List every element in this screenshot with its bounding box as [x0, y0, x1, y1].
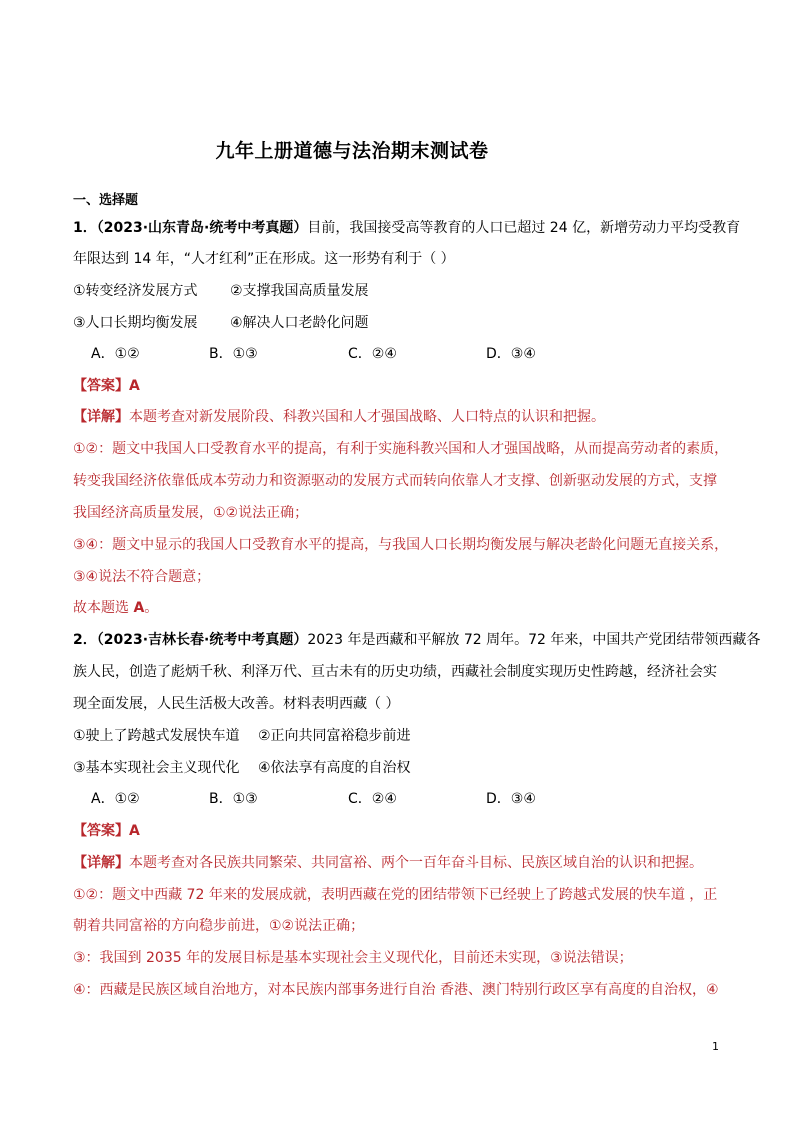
q2-detail — [73, 853, 723, 873]
q2-option-4: ④依法享有高度的自治权 — [258, 760, 411, 776]
page-number: 1 — [712, 1040, 719, 1053]
q2-number: 2． — [73, 632, 97, 648]
page-title: 九年上册道德与法治期末测试卷 — [215, 140, 489, 162]
q1-explanation-1a: ①②：题文中我国人口受教育水平的提高，有利于实施科教兴国和人才强国战略，从而提高劳动者的素质， — [73, 441, 729, 457]
q1-explanation-1b: 转变我国经济依靠低成本劳动力和资源驱动的发展方式而转向依靠人才支撑、创新驱动发展的方式，支撑 — [73, 473, 717, 489]
q1-answer-tag: 【答案】 — [73, 378, 129, 394]
q1-answer-value: A — [129, 378, 140, 394]
q1-detail — [73, 407, 723, 427]
q2-explanation-3: ④：西藏是民族区域自治地方，对本民族内部事务进行自治 香港、澳门特别行政区享有高度的自治权，④ — [73, 982, 719, 998]
q2-detail-text: 本题考查对各民族共同繁荣、共同富裕、两个一百年奋斗目标、民族区域自治的认识和把握。 — [129, 855, 703, 871]
q1-option-1: ①转变经济发展方式 — [73, 283, 198, 299]
q1-choice-b: B．①③ — [209, 346, 258, 362]
q1-conclusion-answer: A — [133, 600, 145, 616]
q1-option-4: ④解决人口老龄化问题 — [230, 315, 369, 331]
q1-conclusion — [73, 598, 723, 618]
q1-detail-text: 本题考查对新发展阶段、科教兴国和人才强国战略、人口特点的认识和把握。 — [129, 409, 605, 425]
q2-answer — [73, 821, 723, 841]
q2-option-2: ②正向共同富裕稳步前进 — [258, 728, 411, 744]
q2-option-1: ①驶上了跨越式发展快车道 — [73, 728, 240, 744]
q1-stem-a: 目前，我国接受高等教育的人口已超过 24 亿，新增劳动力平均受教育 — [307, 220, 741, 236]
q2-answer-value: A — [129, 823, 140, 839]
q1-choice-d: D．③④ — [486, 346, 536, 362]
q1-detail-tag: 【详解】 — [73, 409, 129, 425]
q1-conclusion-suffix: 。 — [144, 600, 159, 616]
q2-choice-d: D．③④ — [486, 791, 536, 807]
q1-answer — [73, 376, 723, 396]
q1-explanation-2b: ③④说法不符合题意； — [73, 569, 211, 585]
q2-stem-b: 族人民，创造了彪炳千秋、利泽万代、亘古未有的历史功绩，西藏社会制度实现历史性跨越，经济社会实 — [73, 664, 717, 680]
q1-number: 1． — [73, 220, 97, 236]
q2-source: （2023·吉林长春·统考中考真题） — [96, 632, 308, 648]
q2-choice-c: C．②④ — [348, 791, 397, 807]
q1-choice-a: A．①② — [91, 346, 140, 362]
q1-stem-b: 年限达到 14 年，“人才红利”正在形成。这一形势有利于（ ） — [73, 251, 455, 267]
q1-option-3: ③人口长期均衡发展 — [73, 315, 198, 331]
q1-conclusion-prefix: 故本题选 — [73, 600, 134, 616]
q2-explanation-2: ③：我国到 2035 年的发展目标是基本实现社会主义现代化，目前还未实现，③说法错误； — [73, 950, 633, 966]
q2-answer-tag: 【答案】 — [73, 823, 129, 839]
q1-option-2: ②支撑我国高质量发展 — [230, 283, 369, 299]
q2-detail-tag: 【详解】 — [73, 855, 129, 871]
q1-explanation-1c: 我国经济高质量发展，①②说法正确； — [73, 505, 309, 521]
section-heading: 一、选择题 — [73, 193, 139, 208]
q2-stem-line1 — [73, 630, 761, 650]
q2-explanation-1b: 朝着共同富裕的方向稳步前进，①②说法正确； — [73, 918, 365, 934]
q2-option-3: ③基本实现社会主义现代化 — [73, 760, 240, 776]
q2-choice-a: A．①② — [91, 791, 140, 807]
q2-choice-b: B．①③ — [209, 791, 258, 807]
q1-explanation-2a: ③④：题文中显示的我国人口受教育水平的提高，与我国人口长期均衡发展与解决老龄化问题无直接关系， — [73, 537, 729, 553]
q1-stem-line1 — [73, 218, 741, 238]
q1-source: （2023·山东青岛·统考中考真题） — [96, 220, 308, 236]
q2-stem-a: 2023 年是西藏和平解放 72 周年。72 年来，中国共产党团结带领西藏各 — [307, 632, 761, 648]
q2-explanation-1a: ①②：题文中西藏 72 年来的发展成就，表明西藏在党的团结带领下已经驶上了跨越式发展的快车道 ，正 — [73, 887, 718, 903]
q2-stem-c: 现全面发展，人民生活极大改善。材料表明西藏（ ） — [73, 696, 400, 712]
q1-choice-c: C．②④ — [348, 346, 397, 362]
